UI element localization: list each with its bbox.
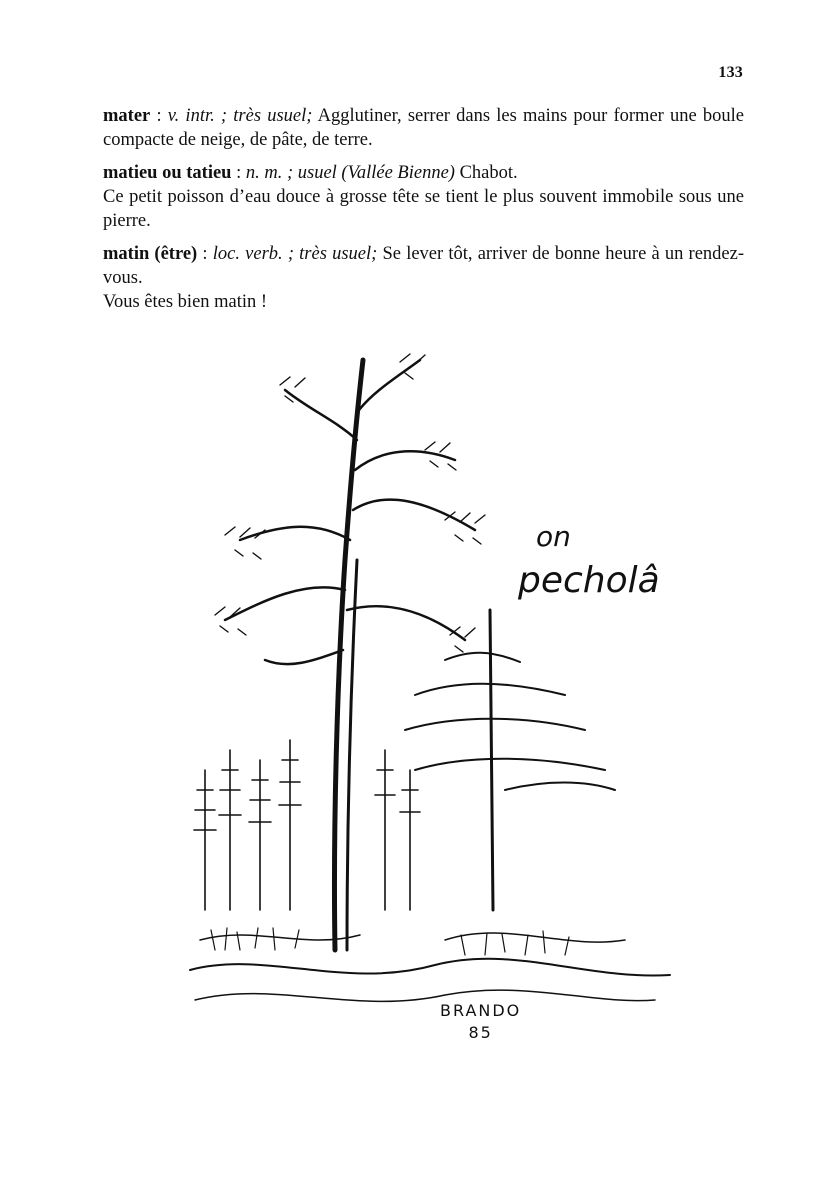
entry-text [103, 104, 744, 152]
grammar-label: v. intr. ; très usuel; [167, 106, 313, 126]
headword: mater [103, 106, 151, 126]
definition: Agglutiner, serrer dans les mains pour former une boule compacte de neige, de pâte, de terre. [103, 106, 745, 150]
signature-year: 85 [468, 1023, 493, 1042]
illustration-caption [518, 515, 660, 603]
entry-note: Ce petit poisson d’eau douce à grosse tête se tient le plus souvent immobile sous une pierre. [103, 187, 744, 231]
grammar-label: loc. verb. ; très usuel; [212, 244, 378, 264]
ground-hatching [190, 959, 670, 976]
entry-mater [103, 104, 744, 152]
artist-signature [440, 1000, 521, 1044]
grammar-label: n. m. ; usuel (Vallée Bienne) [245, 163, 455, 183]
background-trees [194, 740, 420, 910]
spruce-tree [405, 610, 615, 910]
entry-matieu [103, 161, 744, 233]
headword: matieu ou tatieu [103, 163, 232, 183]
signature-name: BRANDO [440, 1001, 522, 1020]
page-number: 133 [718, 64, 743, 81]
definition: Chabot. [454, 163, 518, 183]
entry-example: Vous êtes bien matin ! [103, 292, 268, 312]
separator: : [231, 163, 246, 183]
pine-tree-illustration [185, 350, 675, 1050]
entry-text [103, 242, 744, 290]
caption-article: on [536, 520, 571, 553]
separator: : [150, 106, 168, 126]
entry-text [103, 161, 744, 185]
caption-word: pecholâ [518, 560, 660, 601]
dictionary-entries [103, 104, 744, 323]
separator: : [197, 244, 213, 264]
headword: matin (être) [103, 244, 198, 264]
entry-matin [103, 242, 744, 314]
definition: Se lever tôt, arriver de bonne heure à un rendez-vous. [103, 244, 745, 288]
grass [211, 928, 569, 955]
